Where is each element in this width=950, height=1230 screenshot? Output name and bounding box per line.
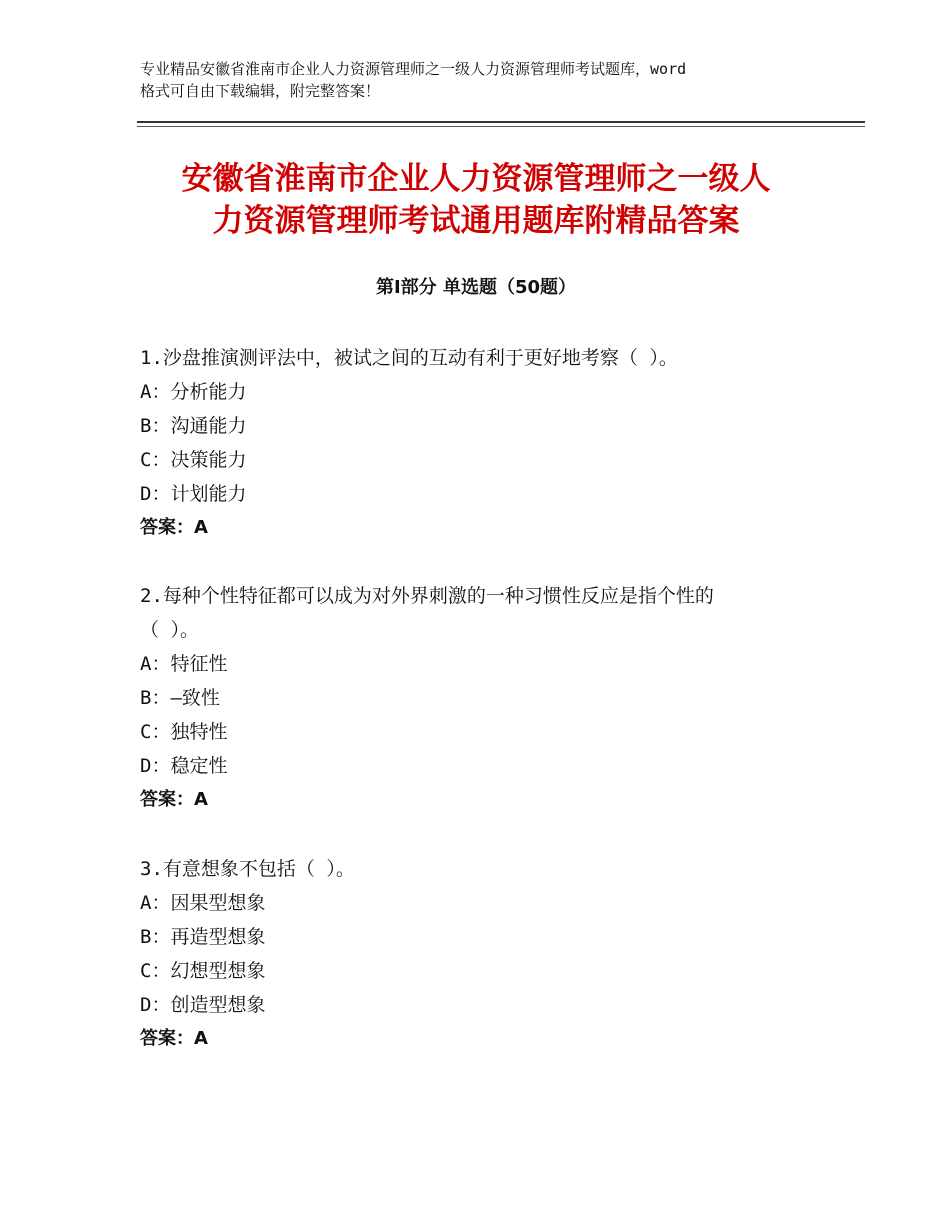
option-b: B：—致性 [140, 687, 220, 709]
answer: 答案：A [140, 517, 208, 538]
question-3 [140, 852, 820, 1056]
header-note-line-1: 专业精品安徽省淮南市企业人力资源管理师之一级人力资源管理师考试题库，word [140, 60, 687, 78]
section-title: 第Ⅰ部分 单选题（50题） [375, 277, 576, 298]
option-c: C：幻想型想象 [140, 960, 266, 982]
question-stem: 2.每种个性特征都可以成为对外界刺激的一种习惯性反应是指个性的 [140, 585, 714, 607]
answer: 答案：A [140, 1028, 208, 1049]
question-stem-continued: （ ）。 [140, 619, 199, 641]
option-b: B：沟通能力 [140, 415, 247, 437]
document-title-line-1: 安徽省淮南市企业人力资源管理师之一级人 [181, 161, 771, 197]
document-title [120, 158, 832, 242]
option-a: A：特征性 [140, 653, 228, 675]
question-2 [140, 579, 820, 817]
header-note [140, 58, 840, 102]
option-d: D：稳定性 [140, 755, 228, 777]
header-divider-thin [137, 126, 865, 127]
option-c: C：决策能力 [140, 449, 247, 471]
option-a: A：分析能力 [140, 381, 247, 403]
answer: 答案：A [140, 789, 208, 810]
option-d: D：创造型想象 [140, 994, 266, 1016]
question-1 [140, 341, 820, 545]
question-stem: 1.沙盘推演测评法中，被试之间的互动有利于更好地考察（ ）。 [140, 347, 678, 369]
question-stem: 3.有意想象不包括（ ）。 [140, 858, 355, 880]
option-a: A：因果型想象 [140, 892, 266, 914]
header-divider-thick [137, 121, 865, 123]
option-b: B：再造型想象 [140, 926, 266, 948]
option-d: D：计划能力 [140, 483, 247, 505]
header-note-line-2: 格式可自由下载编辑，附完整答案！ [140, 82, 381, 100]
document-title-line-2: 力资源管理师考试通用题库附精品答案 [212, 203, 740, 239]
option-c: C：独特性 [140, 721, 228, 743]
